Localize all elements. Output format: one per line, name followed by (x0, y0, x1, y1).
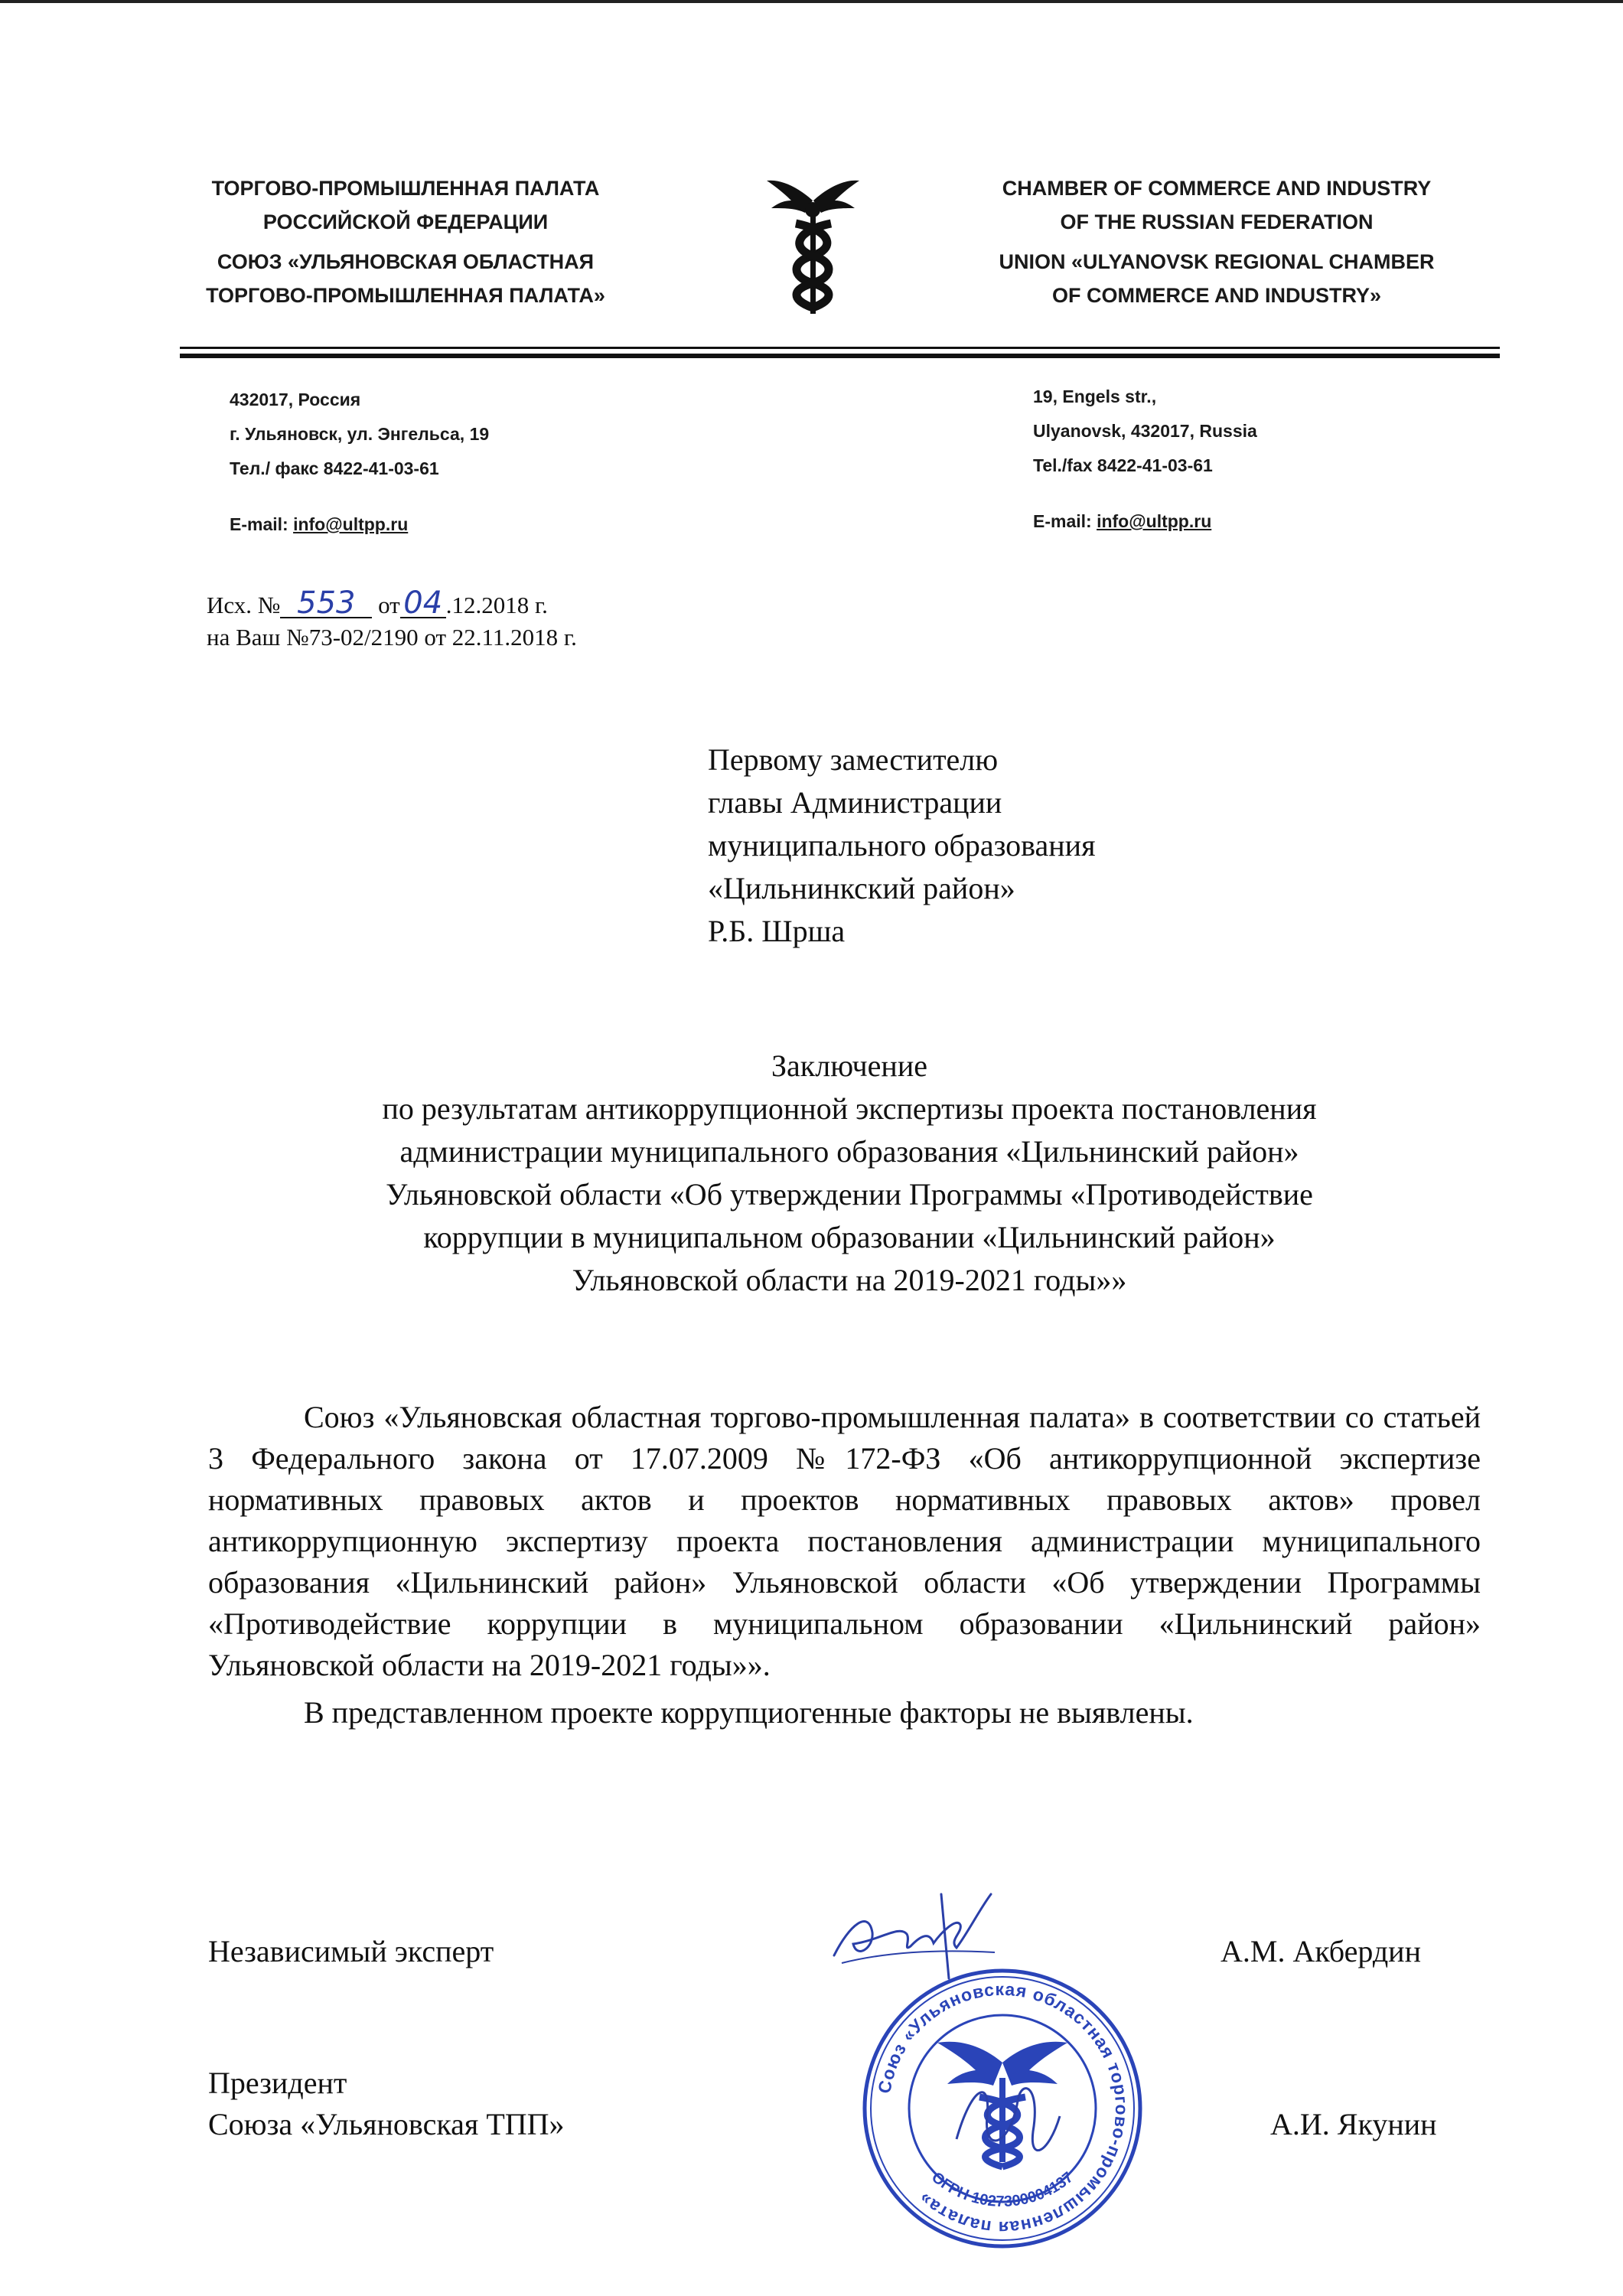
union-name-ru-line1: СОЮЗ «УЛЬЯНОВСКАЯ ОБЛАСТНАЯ (217, 250, 595, 273)
address-en-line3: Tel./fax 8422-41-03-61 (1033, 455, 1213, 475)
title-line3: администрации муниципального образования «Цильнинский район» (399, 1134, 1299, 1169)
recipient-block (708, 739, 1396, 953)
email-link-en[interactable]: info@ultpp.ru (1097, 511, 1212, 531)
address-en-line2: Ulyanovsk, 432017, Russia (1033, 421, 1257, 441)
title-heading: Заключение (771, 1049, 927, 1083)
address-en (1033, 380, 1492, 539)
address-ru (230, 383, 689, 542)
expert-title: Независимый эксперт (208, 1934, 494, 1968)
header-left-block (176, 174, 635, 309)
org-name-ru-line2: РОССИЙСКОЙ ФЕДЕРАЦИИ (262, 210, 549, 233)
org-name-en-line1: CHAMBER OF COMMERCE AND INDUSTRY (1002, 177, 1432, 200)
title-line5: коррупции в муниципальном образовании «Цильнинский район» (423, 1220, 1276, 1254)
body-paragraph-2: В представленном проекте коррупциогенные факторы не выявлены. (304, 1695, 1194, 1730)
svg-text:ОГРН 1027300004137: ОГРН 1027300004137 (928, 2168, 1077, 2210)
outgoing-number-line (207, 585, 895, 621)
president-title-line2: Союза «Ульяновская ТПП» (208, 2107, 565, 2141)
union-name-en-line1: UNION «ULYANOVSK REGIONAL CHAMBER (999, 250, 1435, 273)
svg-text:Союз «Ульяновская областная то: Союз «Ульяновская областная торгово-промышленная палата» (874, 1978, 1133, 2239)
email-label-en: E-mail: (1033, 511, 1097, 531)
president-title-line1: Президент (208, 2066, 347, 2100)
recipient-name: Р.Б. Шрша (708, 914, 846, 948)
header-right-block (968, 174, 1465, 309)
address-en-email-row (1033, 504, 1492, 539)
document-title (207, 1045, 1492, 1302)
caduceus-icon (765, 170, 861, 323)
org-name-en-line2: OF THE RUSSIAN FEDERATION (1060, 210, 1374, 233)
email-label-ru: E-mail: (230, 514, 294, 534)
outgoing-prefix: Исх. № (207, 592, 281, 618)
address-en-line1: 19, Engels str., (1033, 386, 1157, 406)
title-line4: Ульяновской области «Об утверждении Программы «Противодействие (386, 1177, 1313, 1212)
stamp-seal-icon (857, 1963, 1148, 2254)
recipient-line3: муниципального образования (708, 828, 1096, 863)
email-link-ru[interactable]: info@ultpp.ru (293, 514, 409, 534)
reply-reference: на Ваш №73-02/2190 от 22.11.2018 г. (207, 624, 577, 651)
document-body (208, 1397, 1481, 1733)
outgoing-from: от (378, 592, 400, 618)
address-ru-line1: 432017, Россия (230, 390, 361, 409)
address-ru-line3: Тел./ факс 8422-41-03-61 (230, 458, 439, 478)
recipient-line2: главы Администрации (708, 785, 1002, 820)
union-name-en-line2: OF COMMERCE AND INDUSTRY» (1051, 284, 1381, 307)
expert-name: А.М. Акбердин (1221, 1934, 1421, 1968)
recipient-line1: Первому заместителю (708, 742, 999, 777)
chamber-logo (765, 170, 861, 323)
address-ru-line2: г. Ульяновск, ул. Энгельса, 19 (230, 424, 490, 444)
president-title (208, 2063, 565, 2145)
header-divider-thick (180, 354, 1500, 358)
president-name: А.И. Якунин (1270, 2107, 1437, 2141)
title-line2: по результатам антикоррупционной экспертизы проекта постановления (382, 1091, 1317, 1126)
body-paragraph-1: Союз «Ульяновская областная торгово-промышленная палата» в соответствии со статьей 3 Федерального закона от 17.07.2009 №172-ФЗ «Об антикоррупционной экспертизе нормативных правовых актов и проектов нормативных правовых актов» провел антикоррупционную экспертизу проекта постановления администрации муниципального образования «Цильнинский район» Ульяновской области «Об утверждении Программы «Противодействие коррупции в муниципальном образовании «Цильнинский район» Ульяновской области на 2019-2021 годы»». (208, 1400, 1481, 1682)
outgoing-reference (207, 585, 895, 653)
address-ru-email-row (230, 507, 689, 542)
header-divider-thin (180, 347, 1500, 349)
recipient-line4: «Цильнинкский район» (708, 871, 1015, 905)
outgoing-day-handwritten: 04 (400, 589, 446, 618)
org-name-ru-line1: ТОРГОВО-ПРОМЫШЛЕННАЯ ПАЛАТА (211, 177, 600, 200)
outgoing-date-rest: .12.2018 г. (445, 592, 548, 618)
outgoing-number-handwritten: 553 (280, 589, 372, 618)
title-line6: Ульяновской области на 2019-2021 годы»» (572, 1263, 1127, 1297)
scan-edge-line (0, 0, 1623, 3)
union-name-ru-line2: ТОРГОВО-ПРОМЫШЛЕННАЯ ПАЛАТА» (206, 284, 605, 307)
organization-stamp (857, 1963, 1148, 2254)
